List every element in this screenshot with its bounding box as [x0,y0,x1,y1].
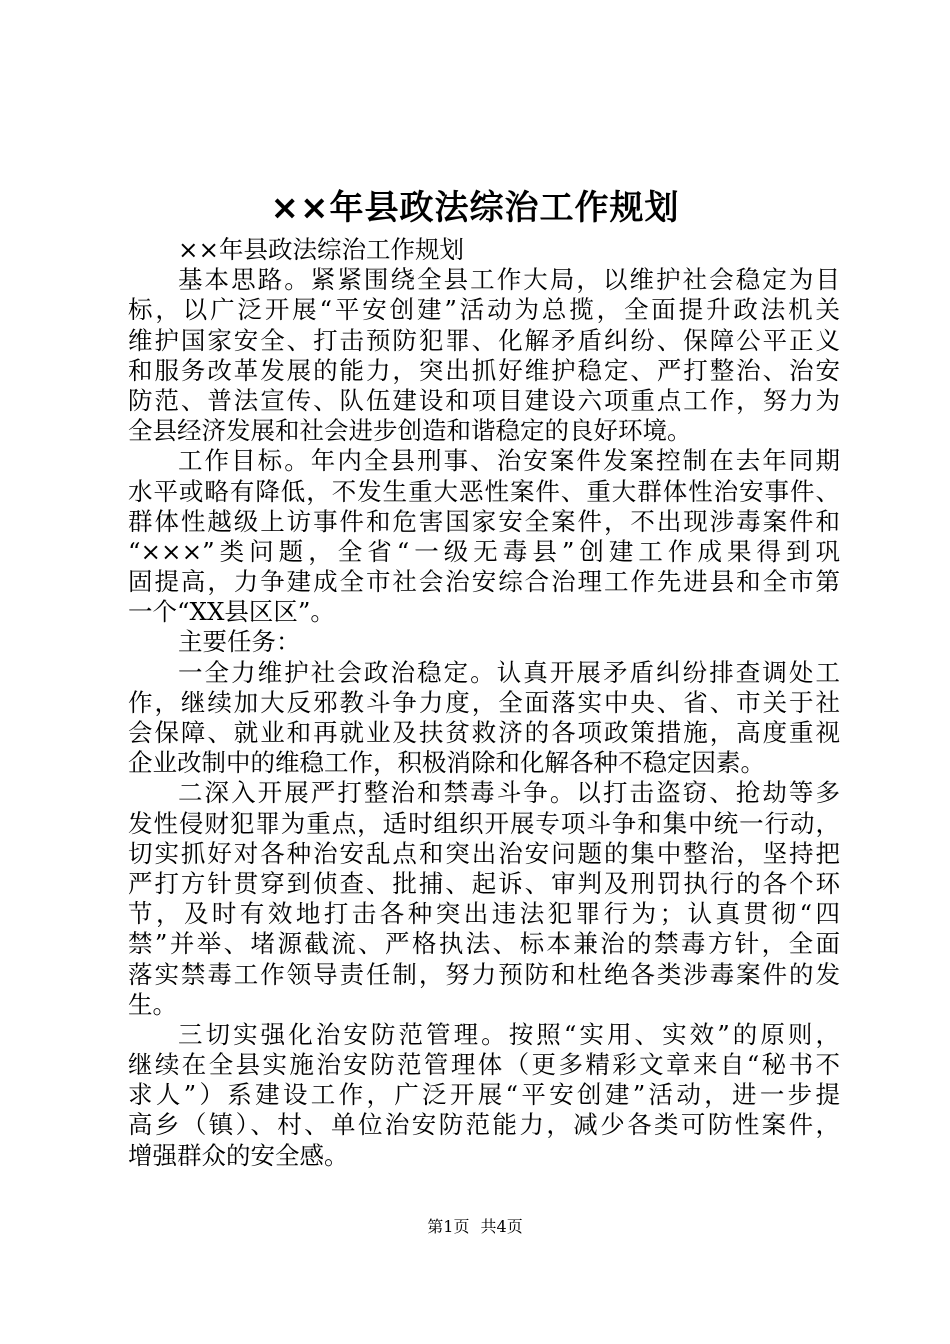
text-line: 节，及时有效地打击各种突出违法犯罪行为；认真贯彻“四 [128,899,840,929]
text-line: ××年县政法综治工作规划 [178,235,465,264]
text-line: 发性侵财犯罪为重点，适时组织开展专项斗争和集中统一行动， [128,808,840,838]
text-line: 群体性越级上访事件和危害国家安全案件，不出现涉毒案件和 [128,506,840,536]
page-footer [0,1216,950,1238]
document-title: ××年县政法综治工作规划 [270,188,680,228]
text-line: 切实抓好对各种治安乱点和突出治安问题的集中整治，坚持把 [128,838,840,868]
text-line: 严打方针贯穿到侦查、批捕、起诉、审判及刑罚执行的各个环 [128,868,840,898]
text-line: 企业改制中的维稳工作，积极消除和化解各种不稳定因素。 [128,748,765,778]
text-line: 全县经济发展和社会进步创造和谐稳定的良好环境。 [128,416,692,446]
text-line: 作，继续加大反邪教斗争力度，全面落实中央、省、市关于社 [128,687,840,717]
text-line: 基本思路。紧紧围绕全县工作大局，以维护社会稳定为目 [178,265,840,295]
page-total: 共4页 [480,1217,523,1236]
text-line: 防范、普法宣传、队伍建设和项目建设六项重点工作，努力为 [128,385,840,415]
text-line: 主要任务： [178,627,301,657]
text-line: 高乡（镇）、村、单位治安防范能力，减少各类可防性案件， [128,1110,840,1140]
text-line: 继续在全县实施治安防范管理体（更多精彩文章来自“秘书不 [128,1050,840,1080]
text-line: 标，以广泛开展“平安创建”活动为总揽，全面提升政法机关 [128,295,840,325]
text-line: 和服务改革发展的能力，突出抓好维护稳定、严打整治、治安 [128,355,840,385]
document-body [128,235,840,1171]
text-line: 一全力维护社会政治稳定。认真开展矛盾纠纷排查调处工 [178,657,840,687]
text-line: 会保障、就业和再就业及扶贫救济的各项政策措施，高度重视 [128,718,840,747]
text-line: 三切实强化治安防范管理。按照“实用、实效”的原则， [178,1019,840,1049]
text-line: 工作目标。年内全县刑事、治安案件发案控制在去年同期 [178,446,840,476]
text-line: “×××”类问题，全省“一级无毒县”创建工作成果得到巩 [128,536,840,566]
text-line: 水平或略有降低，不发生重大恶性案件、重大群体性治安事件、 [128,476,840,506]
page-number: 第1页 [427,1217,470,1236]
text-line: 禁”并举、堵源截流、严格执法、标本兼治的禁毒方针，全面 [128,929,840,959]
text-line: 二深入开展严打整治和禁毒斗争。以打击盗窃、抢劫等多 [178,778,840,808]
text-line: 维护国家安全、打击预防犯罪、化解矛盾纠纷、保障公平正义 [128,325,840,355]
text-line: 生。 [128,989,177,1019]
text-line: 增强群众的安全感。 [128,1140,349,1170]
text-line: 落实禁毒工作领导责任制，努力预防和杜绝各类涉毒案件的发 [128,959,840,989]
text-line: 一个“XX县区区”。 [128,597,335,627]
text-line: 求人”）系建设工作，广泛开展“平安创建”活动，进一步提 [128,1080,840,1110]
text-line: 固提高，力争建成全市社会治安综合治理工作先进县和全市第 [128,567,840,597]
